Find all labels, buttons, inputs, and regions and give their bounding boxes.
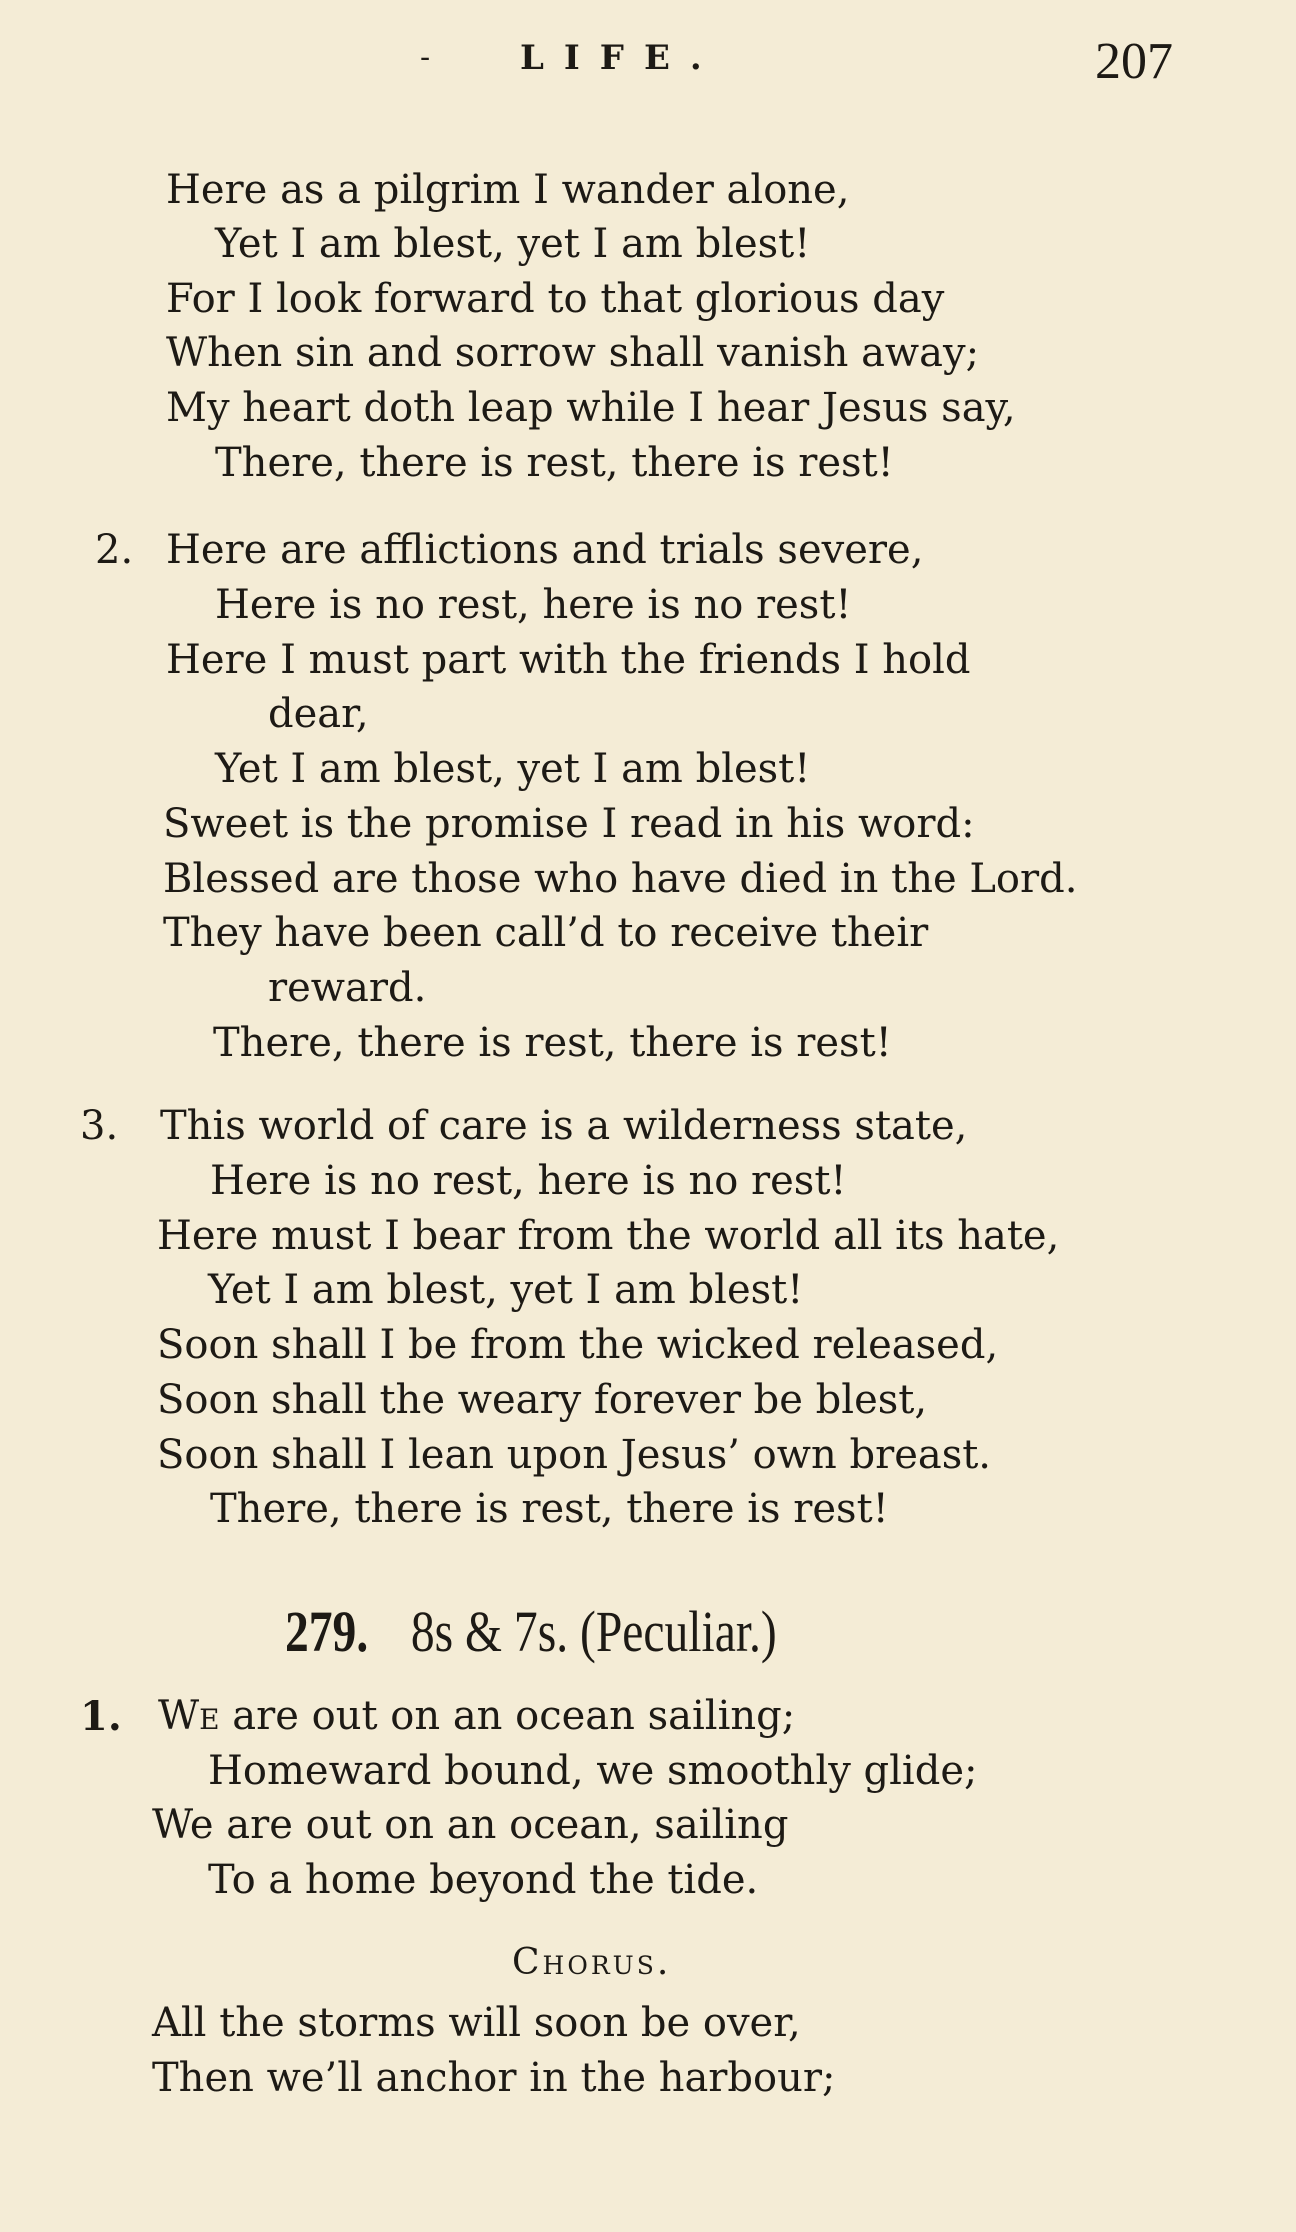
verse-line: Soon shall I be from the wicked released, xyxy=(157,1322,999,1368)
verse-line: Homeward bound, we smoothly glide; xyxy=(208,1748,978,1794)
verse-line: Yet I am blest, yet I am blest! xyxy=(215,746,811,792)
hymn-heading xyxy=(285,1598,777,1665)
verse-line: Soon shall I lean upon Jesus’ own breast. xyxy=(157,1432,992,1478)
verse-line: This world of care is a wilderness state, xyxy=(160,1103,968,1149)
verse-line: They have been call’d to receive their xyxy=(163,910,929,956)
verse-line: Soon shall the weary forever be blest, xyxy=(157,1377,928,1423)
verse-line: When sin and sorrow shall vanish away; xyxy=(166,330,980,376)
verse-line: My heart doth leap while I hear Jesus say, xyxy=(166,385,1016,431)
header-dash: - xyxy=(420,40,431,75)
stanza-number: 3. xyxy=(80,1103,119,1149)
verse-line: Here must I bear from the world all its hate, xyxy=(157,1213,1060,1259)
running-header-title: LIFE. xyxy=(520,38,722,78)
page-number: 207 xyxy=(1095,33,1173,90)
stanza-number: 2. xyxy=(95,527,134,573)
stanza-number: 1. xyxy=(80,1693,122,1740)
verse-line: For I look forward to that glorious day xyxy=(166,276,945,322)
verse-line: Here is no rest, here is no rest! xyxy=(215,582,852,628)
chorus-label: Chorus. xyxy=(512,1942,672,1983)
verse-line: We are out on an ocean, sailing xyxy=(152,1802,789,1848)
verse-line: Then we’ll anchor in the harbour; xyxy=(152,2055,836,2101)
verse-line: Yet I am blest, yet I am blest! xyxy=(215,221,811,267)
verse-line: There, there is rest, there is rest! xyxy=(215,440,894,486)
verse-line: Here I must part with the friends I hold xyxy=(166,637,971,683)
verse-line: Here is no rest, here is no rest! xyxy=(210,1158,847,1204)
verse-line: We are out on an ocean sailing; xyxy=(158,1693,796,1739)
first-word-small-caps: We xyxy=(158,1693,220,1739)
verse-line: There, there is rest, there is rest! xyxy=(210,1486,889,1532)
verse-line: Blessed are those who have died in the Lord. xyxy=(163,856,1078,902)
verse-line: All the storms will soon be over, xyxy=(152,2000,801,2046)
verse-line: Here as a pilgrim I wander alone, xyxy=(166,167,850,213)
verse-line: Yet I am blest, yet I am blest! xyxy=(208,1267,804,1313)
verse-line: There, there is rest, there is rest! xyxy=(213,1020,892,1066)
verse-line: dear, xyxy=(268,691,369,737)
verse-line: Sweet is the promise I read in his word: xyxy=(163,801,975,847)
verse-line: To a home beyond the tide. xyxy=(208,1857,759,1903)
hymn-number: 279. xyxy=(285,1599,369,1664)
verse-line: reward. xyxy=(268,965,427,1011)
verse-line: Here are afflictions and trials severe, xyxy=(166,527,924,573)
hymn-meter: 8s & 7s. (Peculiar.) xyxy=(410,1599,777,1664)
